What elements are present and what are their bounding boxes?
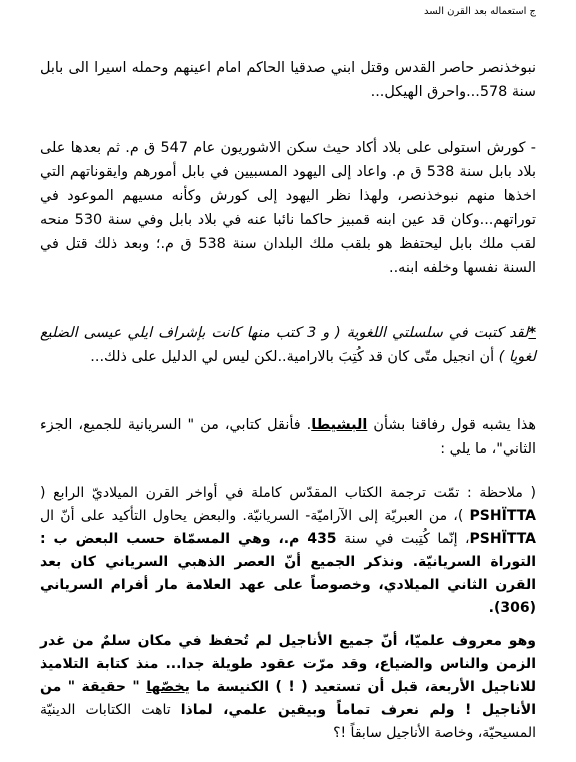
paragraph-bold-text: وهو معروف علميّا، أنّ جميع الأناجيل لم تُحفظ في مكان سلمٌ من غدر الزمن والناس والضياع، وقد مرّت عقود طويلة جدا... منذ كتابة التلاميذ للاناجيل الأربعة، قبل أن تستعيد ( ! ) الكنيسة ما <box>40 633 536 695</box>
paragraph-text: ، إنّما كُتِبت في سنة <box>336 531 470 547</box>
paragraph-note <box>40 482 536 620</box>
latin-term: PSHÏTTA <box>469 531 536 547</box>
latin-term: PSHÏTTA <box>469 508 536 524</box>
italic-note: لقد كتبت في سلسلتي اللغوية ( و 3 كتب منها كانت بإشراف ايلي عيسى الضليع لغويا ) <box>40 325 536 365</box>
paragraph-nebuchadnezzar: نبوخذنصر حاصر القدس وقتل ابني صدقيا الحاكم امام اعينهم وحمله اسيرا الى بابل سنة 578...واحرق الهيكل... <box>40 60 536 100</box>
paragraph-bold-text: " حقيقة " من الأناجيل ! ولم نعرف تماماً وبيقين علمي، لماذا <box>40 679 537 718</box>
paragraph-text: هذا يشبه قول رفاقنا بشأن <box>367 417 536 433</box>
paragraph-text: . فأنقل كتابي، من " السريانية للجميع، الجزء الثاني"، ما يلي : <box>40 417 536 457</box>
paragraph-peshitta-intro <box>40 413 536 461</box>
paragraph-text: )، من العبريّة إلى الآراميّة- السريانيّة. والبعض يحاول التأكيد على أنّ ال <box>40 508 470 524</box>
paragraph-bold-text: م.، وهي المسمّاة حسب البعض ب : التوراة السريانيّة. ونذكر الجميع أنّ العصر الذهبي السرياني كان بعد القرن الثاني الميلادي، وخصوصاً على عهد العلامة مار أفرام السرياني (306). <box>40 531 536 616</box>
peshitta-term: البشيطا <box>311 417 368 433</box>
page-header: ج استعماله بعد القرن السد <box>423 6 536 17</box>
paragraph-text: ( ملاحظة : تمّت ترجمة الكتاب المقدّس كاملة في أواخر القرن الميلاديّ الرابع ( <box>40 485 536 501</box>
paragraph-gospels <box>40 630 536 745</box>
paragraph-text: تاهت الكتابات الدينيّة المسيحيّة، وخاصة الأناجيل سابقاً !؟ <box>40 702 536 741</box>
year-number: 435 <box>307 531 337 547</box>
paragraph-linguistic-series <box>40 321 536 369</box>
underlined-word: يخصّها <box>146 679 190 695</box>
paragraph-cyrus: - كورش استولى على بلاد أكاد حيث سكن الاشوريون عام 547 ق م. ثم بعدها على بلاد بابل سنة 538 ق م. واعاد إلى اليهود المسبيين في بابل أمورهم وايقوناتهم التي اخذها منهم نبوخذنصر، ولهذا نظر اليهود إلى كورش وكأنه مسيهم الموعود في توراتهم...وكان قد عين ابنه قمبيز حاكما نائبا عنه في بلاد بابل وفي سنة 530 منحه لقب ملك بابل ليحتفظ هو بلقب ملك البلدان سنة 538 ق م.؛ وبعد ذلك قتل في السنة نفسها وخلفه ابنه.. <box>40 140 536 276</box>
footnote-star: * <box>528 325 536 341</box>
paragraph-text: أن انجيل متّى كان قد كُتِبَ بالارامية..لكن ليس لي الدليل على ذلك... <box>90 349 499 365</box>
